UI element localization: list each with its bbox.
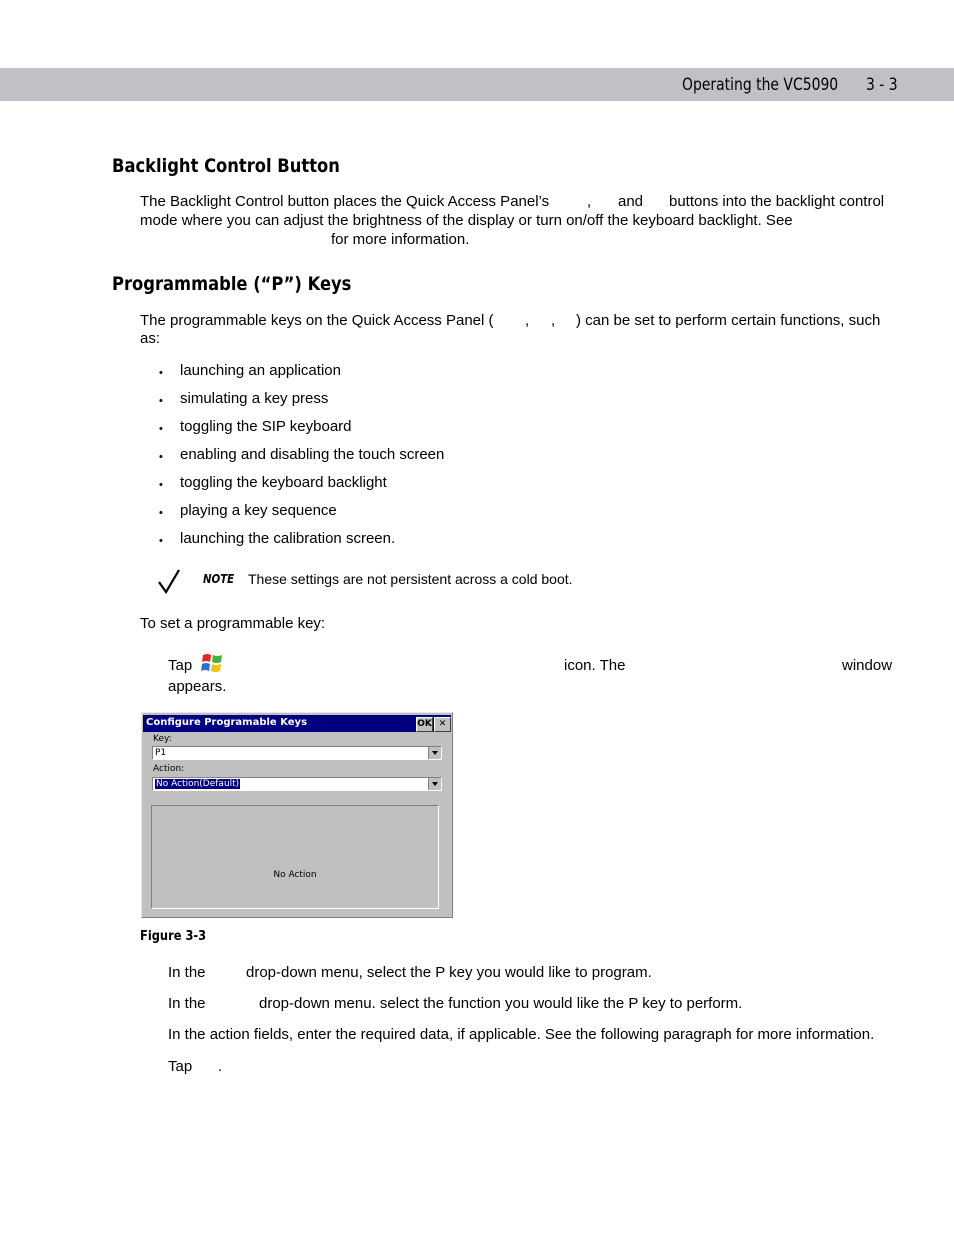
programmable-intro1c: , <box>551 312 556 329</box>
backlight-line1d: buttons into the backlight control <box>669 193 885 210</box>
step4: In the action fields, enter the required data, if applicable. See the following paragraph for more information. <box>168 1026 875 1043</box>
step5-a: Tap <box>168 1058 193 1075</box>
programmable-intro1b: , <box>525 312 530 329</box>
action-panel-text: No Action <box>273 870 317 880</box>
list-item: simulating a key press <box>180 390 329 407</box>
step5-b: . <box>218 1058 223 1075</box>
list-item: enabling and disabling the touch screen <box>180 446 445 463</box>
dialog-titlebar <box>143 715 451 732</box>
bullet-dot: • <box>159 367 163 379</box>
steps-intro: To set a programmable key: <box>140 615 326 632</box>
step3-a: In the <box>168 995 206 1012</box>
list-item: launching the calibration screen. <box>180 530 396 547</box>
windows-logo-icon <box>200 652 224 676</box>
configure-keys-dialog <box>141 712 453 918</box>
programmable-intro1d: ) can be set to perform certain functions, such <box>576 312 881 329</box>
header-title: Operating the VC5090 <box>682 75 839 95</box>
chevron-down-icon[interactable] <box>428 778 441 790</box>
key-label: Key: <box>153 734 172 744</box>
key-dropdown[interactable] <box>152 746 442 760</box>
bullet-dot: • <box>159 451 163 463</box>
action-value: No Action(Default) <box>156 779 240 789</box>
list-item: toggling the SIP keyboard <box>180 418 352 435</box>
list-item: toggling the keyboard backlight <box>180 474 387 491</box>
step1-icon-text: icon. The <box>564 657 626 674</box>
programmable-heading: Programmable (“P”) Keys <box>112 273 352 295</box>
list-item: playing a key sequence <box>180 502 337 519</box>
step2-a: In the <box>168 964 206 981</box>
action-panel <box>151 805 439 909</box>
figure-caption: Figure 3-3 <box>140 929 207 944</box>
step1-window: window <box>842 657 893 674</box>
backlight-line3: for more information. <box>331 231 470 248</box>
action-dropdown[interactable] <box>152 777 442 791</box>
step3-b: drop-down menu. select the function you would like the P key to perform. <box>259 995 743 1012</box>
note-text: These settings are not persistent across a cold boot. <box>248 571 573 587</box>
bullet-dot: • <box>159 507 163 519</box>
backlight-heading: Backlight Control Button <box>112 155 340 177</box>
backlight-line2: mode where you can adjust the brightness of the display or turn on/off the keyboard backlight. See <box>140 212 793 229</box>
backlight-line1a: The Backlight Control button places the Quick Access Panel’s <box>140 193 550 210</box>
note-label: NOTE <box>203 572 235 586</box>
close-icon[interactable]: ✕ <box>434 717 451 732</box>
backlight-line1b: , <box>587 193 592 210</box>
page-number: 3 - 3 <box>866 75 898 95</box>
chevron-down-icon[interactable] <box>428 747 441 759</box>
step1-appears: appears. <box>168 678 227 695</box>
bullet-dot: • <box>159 535 163 547</box>
key-value: P1 <box>155 748 167 758</box>
bullet-dot: • <box>159 423 163 435</box>
action-label: Action: <box>153 764 185 774</box>
step2-b: drop-down menu, select the P key you would like to program. <box>246 964 652 981</box>
bullet-dot: • <box>159 395 163 407</box>
step1-tap: Tap <box>168 657 193 674</box>
ok-button[interactable]: OK <box>416 717 433 732</box>
backlight-line1c: and <box>618 193 644 210</box>
list-item: launching an application <box>180 362 341 379</box>
programmable-intro2: as: <box>140 330 161 347</box>
checkmark-icon <box>157 568 181 594</box>
bullet-dot: • <box>159 479 163 491</box>
programmable-intro1a: The programmable keys on the Quick Access Panel ( <box>140 312 494 329</box>
dialog-title: Configure Programable Keys <box>146 717 308 728</box>
